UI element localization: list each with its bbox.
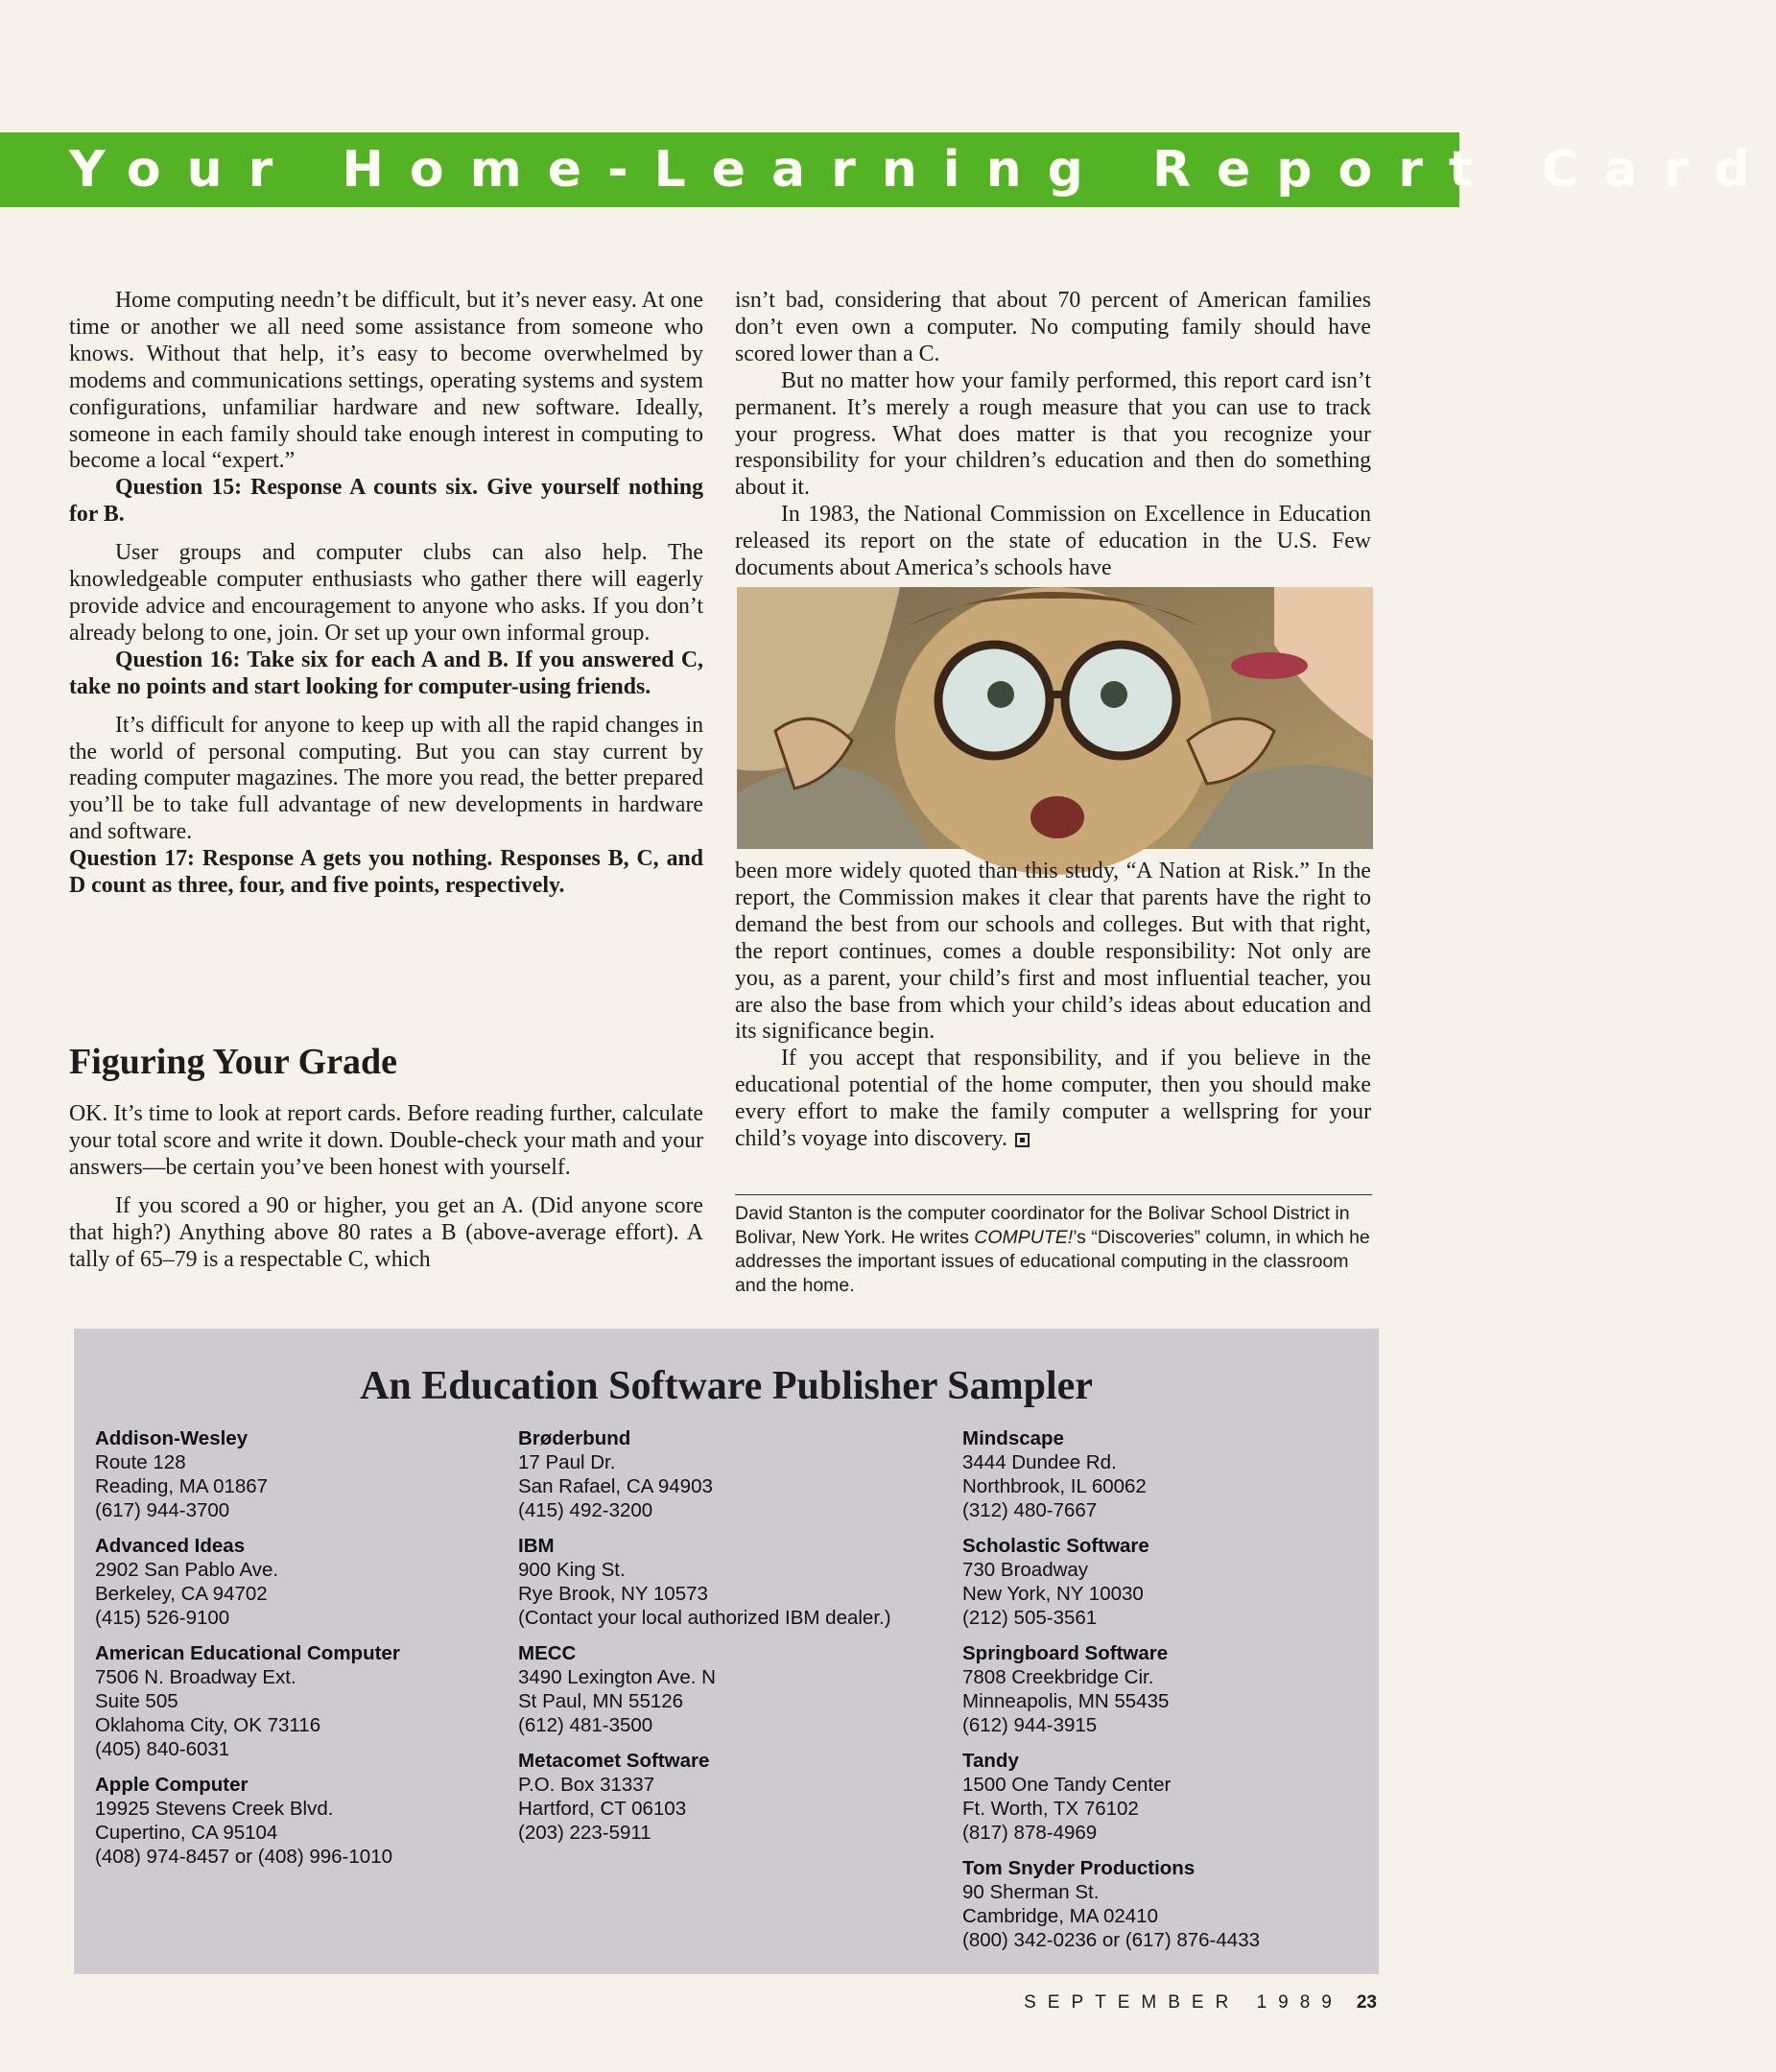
paragraph: been more widely quoted than this study, “A Nation at Risk.” In the report, the Commission makes it clear that parents have the right to demand the best from our schools and colleges. But with that right, the report continues, comes a double responsibility: Not only are you, as a parent, your child’s first and most influential teacher, you are also the base from which your child’s ideas about education and its significance begin. [735, 859, 1371, 1045]
publisher-address-line: Northbrook, IL 60062 [962, 1475, 1147, 1497]
paragraph: OK. It’s time to look at report cards. Before reading further, calculate your total score and write it down. Double-check your math and your answers—be certain you’ve been honest with yourself. [69, 1101, 703, 1180]
publisher-name: Tom Snyder Productions [962, 1857, 1196, 1879]
publisher-name: Mindscape [962, 1427, 1064, 1449]
publisher-name: Scholastic Software [962, 1535, 1149, 1557]
publisher-name: MECC [518, 1642, 577, 1664]
publisher-address-line: Cambridge, MA 02410 [962, 1905, 1158, 1927]
publisher-entry [95, 1641, 498, 1761]
paragraph [735, 1046, 1371, 1153]
publisher-address-line: 900 King St. [518, 1559, 626, 1581]
paragraph: User groups and computer clubs can also help. The knowledgeable computer enthusiasts who gather there will eagerly provide advice and encouragement to anyone who asks. If you don’t already belong to one, join. Or set up your own informal group. [69, 540, 703, 646]
publisher-address-line: Reading, MA 01867 [95, 1475, 269, 1497]
author-bio [735, 1202, 1372, 1298]
publisher-entry [518, 1426, 921, 1522]
publisher-address-line: (Contact your local authorized IBM dealer.) [518, 1607, 891, 1629]
sampler-column-1 [95, 1426, 498, 1880]
publisher-address-line: Oklahoma City, OK 73116 [95, 1714, 321, 1736]
publisher-address-line: Ft. Worth, TX 76102 [962, 1798, 1139, 1820]
publisher-name: Apple Computer [95, 1774, 249, 1796]
publisher-address-line: (415) 492-3200 [518, 1499, 653, 1521]
publisher-address-line: (817) 878-4969 [962, 1822, 1098, 1844]
publisher-entry [962, 1641, 1365, 1737]
publisher-address-line: 3490 Lexington Ave. N [518, 1666, 716, 1688]
question-16: Question 16: Take six for each A and B. If you answered C, take no points and start looking for computer-using friends. [69, 647, 703, 699]
publisher-entry [518, 1641, 921, 1737]
publisher-address-line: (203) 223-5911 [518, 1822, 651, 1844]
publisher-address-line: Berkeley, CA 94702 [95, 1583, 268, 1605]
title-banner [0, 132, 1776, 207]
publisher-address-line: Rye Brook, NY 10573 [518, 1583, 708, 1605]
left-column-text [69, 288, 703, 900]
publisher-address-line: (415) 526-9100 [95, 1607, 230, 1629]
publisher-address-line: San Rafael, CA 94903 [518, 1475, 713, 1497]
publisher-address-line: (212) 505-3561 [962, 1607, 1098, 1629]
publisher-entry [962, 1426, 1365, 1522]
publisher-address-line: 90 Sherman St. [962, 1881, 1100, 1903]
publisher-address-line: 3444 Dundee Rd. [962, 1451, 1117, 1473]
paragraph: isn’t bad, considering that about 70 percent of American families don’t even own a computer. No computing family should have scored lower than a C. [735, 288, 1371, 366]
paragraph: It’s difficult for anyone to keep up with all the rapid changes in the world of personal computing. But you can stay current by reading computer magazines. The more you read, the better prepared you’ll be to take full advantage of new developments in hardware and software. [69, 712, 703, 845]
publisher-entry [95, 1426, 498, 1522]
publisher-entry [962, 1534, 1365, 1630]
question-15: Question 15: Response A counts six. Give yourself nothing for B. [69, 475, 703, 528]
publisher-name: IBM [518, 1535, 555, 1557]
bio-text: David Stanton is the computer coordinator for the Bolivar School District in Bolivar, New York. He writes [735, 1203, 1350, 1248]
publisher-address-line: Route 128 [95, 1451, 186, 1473]
publisher-name: Addison-Wesley [95, 1427, 249, 1449]
publisher-address-line: 730 Broadway [962, 1559, 1089, 1581]
right-column-text-bottom [735, 859, 1371, 1153]
publisher-address-line: (800) 342-0236 or (617) 876-4433 [962, 1929, 1260, 1951]
publisher-name: American Educational Computer [95, 1642, 400, 1664]
publisher-address-line: Suite 505 [95, 1690, 178, 1712]
publisher-address-line: Minneapolis, MN 55435 [962, 1690, 1170, 1712]
publisher-name: Tandy [962, 1750, 1019, 1772]
publisher-address-line: St Paul, MN 55126 [518, 1690, 684, 1712]
right-column-text-top [735, 288, 1371, 582]
publisher-entry [962, 1856, 1365, 1952]
bio-text: ’s “Discoveries” column, in which he addresses the important issues of educational computing in the classroom and the home. [735, 1227, 1370, 1296]
publisher-address-line: 7808 Creekbridge Cir. [962, 1666, 1154, 1688]
publisher-entry [95, 1534, 498, 1630]
publisher-name: Brøderbund [518, 1427, 631, 1449]
publisher-name: Advanced Ideas [95, 1535, 246, 1557]
grade-section-text [69, 1101, 703, 1273]
page-number: 23 [1356, 1992, 1377, 2013]
paragraph: Home computing needn’t be difficult, but it’s never easy. At one time or another we all need some assistance from someone who knows. Without that help, it’s easy to become overwhelmed by modems and communications settings, operating systems and system configurations, unfamiliar hardware and new software. Ideally, someone in each family should take enough interest in computing to become a local “expert.” [69, 288, 703, 474]
question-17: Question 17: Response A gets you nothing. Responses B, C, and D count as three, four, and five points, respectively. [69, 846, 703, 899]
publisher-address-line: 1500 One Tandy Center [962, 1774, 1172, 1796]
page-title: Your Home-Learning Report Card [69, 141, 1776, 199]
publisher-address-line: P.O. Box 31337 [518, 1774, 655, 1796]
publisher-address-line: (312) 480-7667 [962, 1499, 1098, 1521]
paragraph-text: If you accept that responsibility, and if you believe in the educational potential of the home computer, then you should make every effort to make the family computer a wellspring for your child’s voyage into discovery. [735, 1046, 1371, 1152]
publisher-entry [518, 1534, 921, 1630]
publisher-address-line: 19925 Stevens Creek Blvd. [95, 1798, 334, 1820]
sampler-title: An Education Software Publisher Sampler [360, 1364, 1093, 1408]
publisher-entry [962, 1749, 1365, 1845]
publisher-entry [518, 1749, 921, 1845]
publisher-address-line: (617) 944-3700 [95, 1499, 230, 1521]
section-heading: Figuring Your Grade [69, 1042, 398, 1082]
publisher-address-line: Cupertino, CA 95104 [95, 1822, 278, 1844]
publisher-sampler-box [74, 1329, 1379, 1974]
issue-date: SEPTEMBER 1989 [1024, 1992, 1343, 2013]
publisher-name: Metacomet Software [518, 1750, 710, 1772]
publisher-address-line: (612) 481-3500 [518, 1714, 653, 1736]
publisher-address-line: (408) 974-8457 or (408) 996-1010 [95, 1846, 392, 1868]
sampler-column-2 [518, 1426, 921, 1856]
publisher-address-line: (612) 944-3915 [962, 1714, 1098, 1736]
magazine-name: COMPUTE! [974, 1227, 1074, 1248]
paragraph: If you scored a 90 or higher, you get an A. (Did anyone score that high?) Anything above 80 rates a B (above-average effort). A tally of 65–79 is a respectable C, which [69, 1192, 703, 1272]
publisher-entry [95, 1773, 498, 1869]
publisher-name: Springboard Software [962, 1642, 1169, 1664]
illustration-child-at-computer [737, 587, 1373, 849]
sampler-column-3 [962, 1426, 1365, 1964]
publisher-address-line: Hartford, CT 06103 [518, 1798, 687, 1820]
publisher-address-line: New York, NY 10030 [962, 1583, 1144, 1605]
end-of-article-icon [1015, 1133, 1030, 1147]
publisher-address-line: (405) 840-6031 [95, 1738, 230, 1760]
publisher-address-line: 7506 N. Broadway Ext. [95, 1666, 296, 1688]
paragraph: In 1983, the National Commission on Excellence in Education released its report on the state of education in the U.S. Few documents about America’s schools have [735, 502, 1371, 581]
bio-divider [735, 1194, 1372, 1195]
publisher-address-line: 17 Paul Dr. [518, 1451, 616, 1473]
publisher-address-line: 2902 San Pablo Ave. [95, 1559, 279, 1581]
page-footer [1024, 1992, 1377, 2013]
paragraph: But no matter how your family performed, this report card isn’t permanent. It’s merely a rough measure that you can use to track your progress. What does matter is that you recognize your responsibility for your children’s education and then do something about it. [735, 367, 1371, 501]
